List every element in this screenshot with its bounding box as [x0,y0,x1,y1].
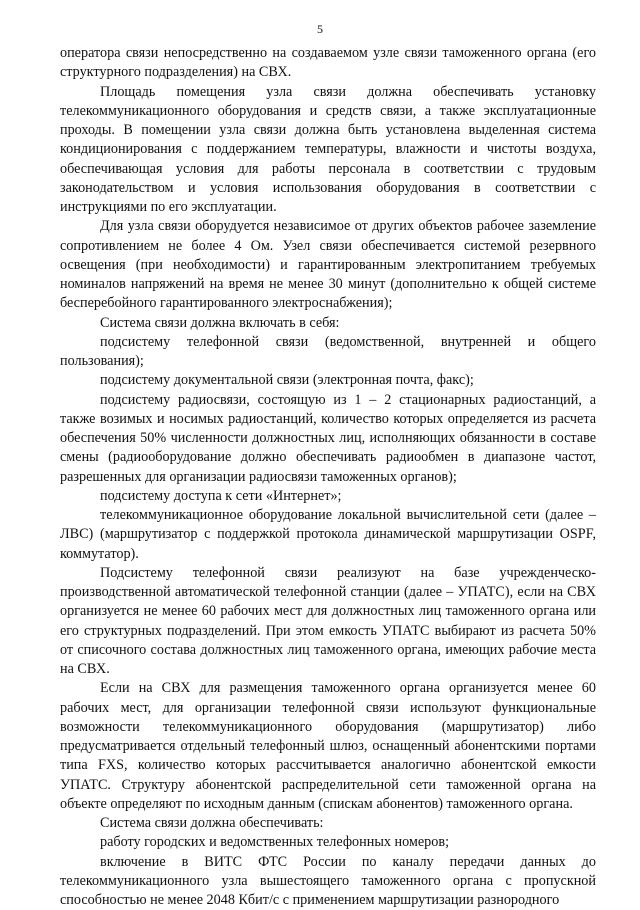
paragraph: Площадь помещения узла связи должна обеспечивать установку телекоммуникационного оборудования и средств связи, а также эксплуатационные проходы. В помещении узла связи должна быть установлена выделенная система кондиционирования с поддержанием температуры, влажности и чистоты воздуха, обеспечивающая условия для работы персонала в соответствии с трудовым законодательством и условия использования оборудования в соответствии с инструкциями по его эксплуатации. [60,83,596,218]
paragraph: Если на СВХ для размещения таможенного органа организуется менее 60 рабочих мест, для организации телефонной связи используют функциональные возможности телекоммуникационного оборудования (маршрутизатор) либо предусматривается отдельный телефонный шлюз, оснащенный абонентскими портами типа FXS, количество которых рассчитывается аналогично абонентской емкости УПАТС. Структуру абонентской распределительной сети таможенной органа на объекте определяют по исходным данным (спискам абонентов) таможенного органа. [60,679,596,814]
page-number: 5 [0,22,640,36]
paragraph: работу городских и ведомственных телефонных номеров; [60,833,596,852]
paragraph: оператора связи непосредственно на создаваемом узле связи таможенного органа (его структурного подразделения) на СВХ. [60,44,596,83]
paragraph: Подсистему телефонной связи реализуют на базе учрежденческо-производственной автоматической телефонной станции (далее – УПАТС), если на СВХ организуется не менее 60 рабочих мест для должностных лиц таможенного органа или его структурных подразделений. При этом емкость УПАТС выбирают из расчета 50% от списочного состава должностных лиц таможенного органа, имеющих рабочие места на СВХ. [60,564,596,680]
paragraph: телекоммуникационное оборудование локальной вычислительной сети (далее – ЛВС) (маршрутизатор с поддержкой протокола динамической маршрутизации OSPF, коммутатор). [60,506,596,564]
paragraph: Система связи должна обеспечивать: [60,814,596,833]
paragraph: включение в ВИТС ФТС России по каналу передачи данных до телекоммуникационного узла вышестоящего таможенного органа с пропускной способностью не менее 2048 Кбит/с с применением маршрутизации разнородного [60,853,596,910]
document-body [60,44,596,910]
paragraph: подсистему доступа к сети «Интернет»; [60,487,596,506]
paragraph: подсистему документальной связи (электронная почта, факс); [60,371,596,390]
paragraph: подсистему телефонной связи (ведомственной, внутренней и общего пользования); [60,333,596,372]
paragraph: подсистему радиосвязи, состоящую из 1 – 2 стационарных радиостанций, а также возимых и носимых радиостанций, количество которых определяется из расчета обеспечения 50% численности должностных лиц, исполняющих обязанности в составе смены (радиооборудование должно обеспечивать радиообмен в диапазоне частот, разрешенных для организации радиосвязи таможенных органов); [60,391,596,487]
paragraph: Для узла связи оборудуется независимое от других объектов рабочее заземление сопротивлением не более 4 Ом. Узел связи обеспечивается системой резервного освещения (при необходимости) и гарантированным электропитанием требуемых номиналов напряжений на время не менее 30 минут (дополнительно к общей системе бесперебойного гарантированного электроснабжения); [60,217,596,313]
paragraph: Система связи должна включать в себя: [60,314,596,333]
